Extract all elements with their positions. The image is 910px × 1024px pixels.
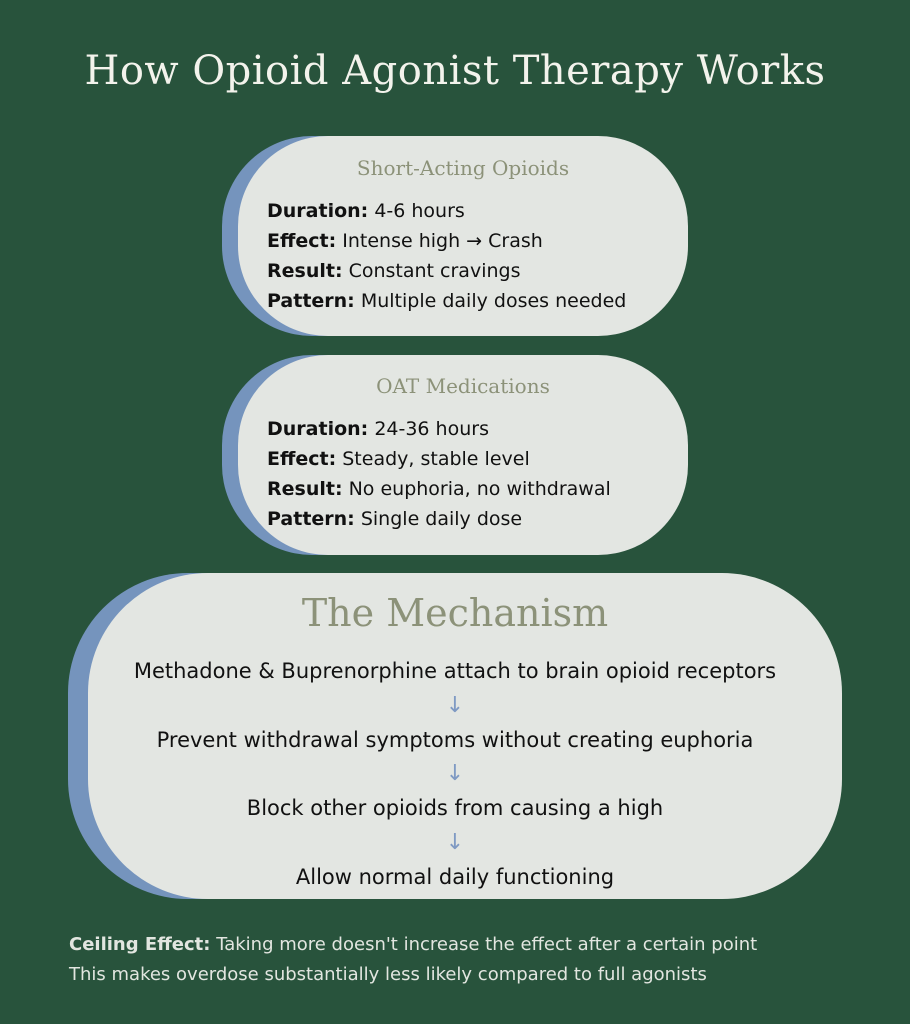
page-title: How Opioid Agonist Therapy Works bbox=[84, 48, 826, 94]
row-duration: Duration: 4-6 hours bbox=[267, 200, 465, 222]
mechanism-step-3: Block other opioids from causing a high bbox=[246, 796, 664, 820]
card-body bbox=[238, 355, 688, 555]
row-effect: Effect: Steady, stable level bbox=[267, 448, 530, 470]
row-duration: Duration: 24-36 hours bbox=[267, 418, 489, 440]
card-body bbox=[238, 136, 688, 336]
row-pattern: Pattern: Multiple daily doses needed bbox=[267, 290, 627, 312]
overdose-note: This makes overdose substantially less likely compared to full agonists bbox=[69, 964, 707, 985]
down-arrow-icon: ↓ bbox=[445, 761, 465, 786]
row-result: Result: No euphoria, no withdrawal bbox=[267, 478, 611, 500]
ceiling-effect-note bbox=[69, 934, 757, 955]
oat-card bbox=[222, 355, 688, 555]
short-acting-card bbox=[222, 136, 688, 336]
ceiling-effect-text: Taking more doesn't increase the effect after a certain point bbox=[216, 934, 758, 955]
row-pattern: Pattern: Single daily dose bbox=[267, 508, 523, 530]
card-heading: OAT Medications bbox=[376, 374, 550, 398]
mechanism-card bbox=[68, 573, 842, 899]
mechanism-heading: The Mechanism bbox=[301, 591, 609, 635]
row-result: Result: Constant cravings bbox=[267, 260, 521, 282]
mechanism-step-1: Methadone & Buprenorphine attach to brain opioid receptors bbox=[133, 659, 777, 683]
row-effect: Effect: Intense high → Crash bbox=[267, 230, 543, 252]
ceiling-effect-label: Ceiling Effect: bbox=[69, 934, 211, 955]
card-rows bbox=[267, 414, 611, 534]
mechanism-step-2: Prevent withdrawal symptoms without creating euphoria bbox=[156, 728, 754, 752]
card-heading: Short-Acting Opioids bbox=[356, 156, 570, 180]
down-arrow-icon: ↓ bbox=[445, 693, 465, 718]
card-rows bbox=[267, 196, 626, 316]
mechanism-step-4: Allow normal daily functioning bbox=[295, 865, 615, 889]
down-arrow-icon: ↓ bbox=[445, 830, 465, 855]
